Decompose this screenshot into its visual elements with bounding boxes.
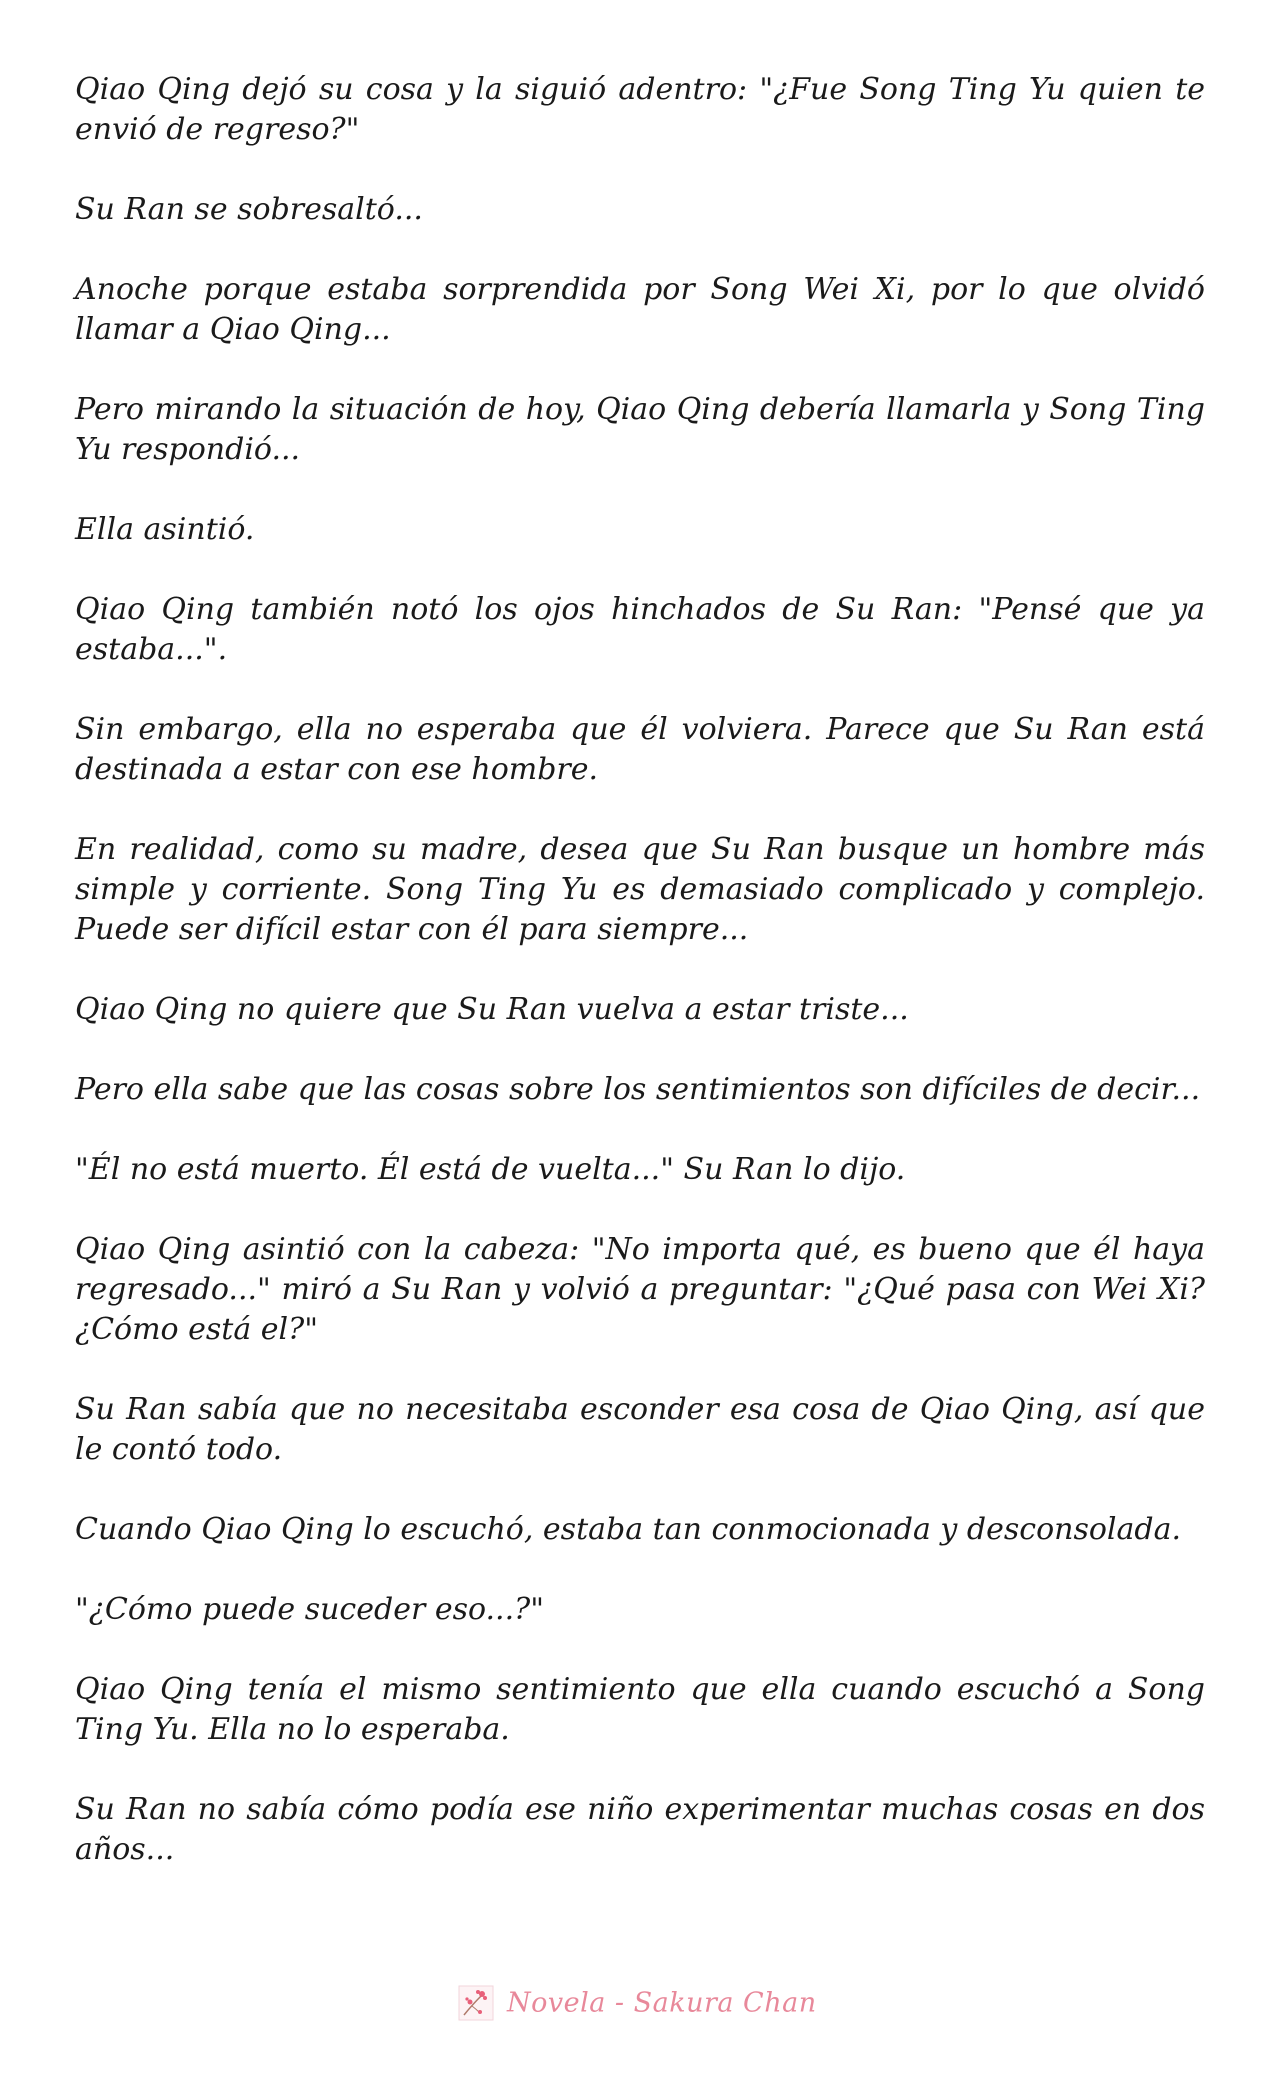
cherry-blossom-icon	[458, 1985, 494, 2021]
paragraph-3: Anoche porque estaba sorprendida por Song Wei Xi, por lo que olvidó llamar a Qiao Qing...	[75, 272, 1205, 347]
paragraph-9: Qiao Qing no quiere que Su Ran vuelva a estar triste...	[75, 992, 909, 1027]
paragraph-12: Qiao Qing asintió con la cabeza: "No importa qué, es bueno que él haya regresado..." miró a Su Ran y volvió a preguntar: "¿Qué pasa con Wei Xi? ¿Cómo está el?"	[75, 1232, 1205, 1347]
paragraph-2: Su Ran se sobresaltó...	[75, 192, 423, 227]
footer-watermark	[0, 1985, 1275, 2021]
paragraph-6: Qiao Qing también notó los ojos hinchados de Su Ran: "Pensé que ya estaba...".	[75, 592, 1205, 667]
paragraph-14: Cuando Qiao Qing lo escuchó, estaba tan conmocionada y desconsolada.	[75, 1512, 1182, 1547]
paragraph-16: Qiao Qing tenía el mismo sentimiento que ella cuando escuchó a Song Ting Yu. Ella no lo esperaba.	[75, 1672, 1205, 1747]
footer-label: Novela - Sakura Chan	[506, 1987, 817, 2019]
paragraph-1: Qiao Qing dejó su cosa y la siguió adentro: "¿Fue Song Ting Yu quien te envió de regreso?"	[75, 72, 1205, 147]
paragraph-10: Pero ella sabe que las cosas sobre los sentimientos son difíciles de decir...	[75, 1072, 1201, 1107]
paragraph-17: Su Ran no sabía cómo podía ese niño experimentar muchas cosas en dos años...	[75, 1792, 1205, 1867]
paragraph-11: "Él no está muerto. Él está de vuelta..." Su Ran lo dijo.	[75, 1152, 906, 1187]
paragraph-4: Pero mirando la situación de hoy, Qiao Qing debería llamarla y Song Ting Yu respondió...	[75, 392, 1205, 467]
paragraph-5: Ella asintió.	[75, 512, 255, 547]
paragraph-13: Su Ran sabía que no necesitaba esconder esa cosa de Qiao Qing, así que le contó todo.	[75, 1392, 1205, 1467]
paragraph-8: En realidad, como su madre, desea que Su Ran busque un hombre más simple y corriente. Song Ting Yu es demasiado complicado y complejo. Puede ser difícil estar con él para siempre...	[75, 832, 1205, 947]
paragraph-7: Sin embargo, ella no esperaba que él volviera. Parece que Su Ran está destinada a estar con ese hombre.	[75, 712, 1205, 787]
paragraph-15: "¿Cómo puede suceder eso...?"	[75, 1592, 544, 1627]
document-body	[75, 70, 1205, 1910]
